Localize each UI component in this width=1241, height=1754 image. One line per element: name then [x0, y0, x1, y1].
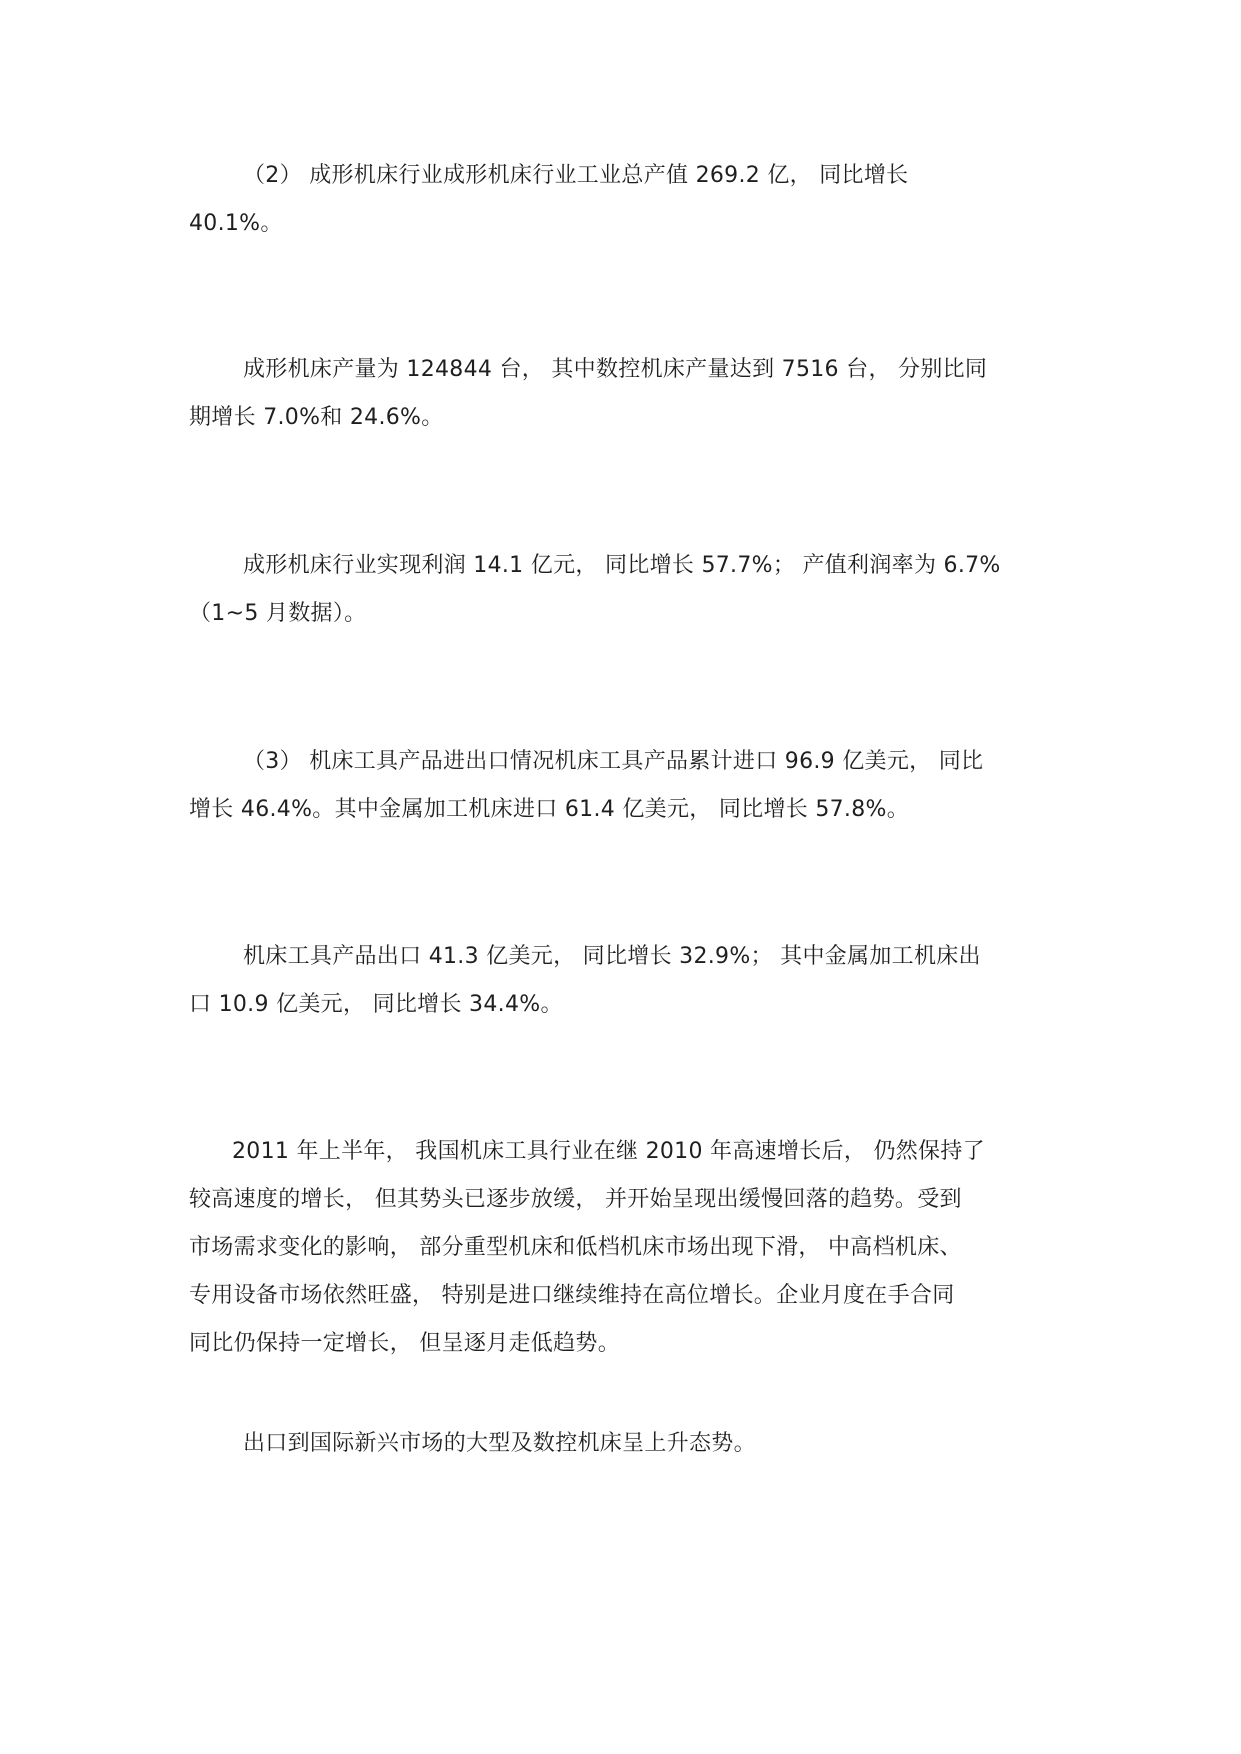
text-line: 专用设备市场依然旺盛， 特别是进口继续维持在高位增长。企业月度在手合同 — [189, 1283, 955, 1308]
paragraph-forming-production — [189, 346, 1074, 442]
text-line: （1~5 月数据）。 — [189, 601, 367, 626]
text-line: 同比仍保持一定增长， 但呈逐月走低趋势。 — [189, 1331, 620, 1356]
text-line: 口 10.9 亿美元， 同比增长 34.4%。 — [189, 992, 563, 1017]
text-line: 40.1%。 — [189, 211, 283, 236]
text-line: 机床工具产品出口 41.3 亿美元， 同比增长 32.9%； 其中金属加工机床出 — [243, 944, 981, 969]
paragraph-forming-profit — [189, 542, 1074, 638]
paragraph-import-export — [189, 738, 1074, 834]
text-line: 出口到国际新兴市场的大型及数控机床呈上升态势。 — [243, 1431, 756, 1456]
text-line: 成形机床产量为 124844 台， 其中数控机床产量达到 7516 台， 分别比同 — [243, 357, 988, 382]
text-line: 期增长 7.0%和 24.6%。 — [189, 405, 444, 430]
paragraph-2011-summary — [189, 1128, 1074, 1368]
text-line: 成形机床行业实现利润 14.1 亿元， 同比增长 57.7%； 产值利润率为 6.7% — [243, 553, 1001, 578]
text-line: 2011 年上半年， 我国机床工具行业在继 2010 年高速增长后， 仍然保持了 — [232, 1139, 985, 1164]
paragraph-forming-output — [189, 152, 1074, 248]
paragraph-export — [189, 933, 1074, 1029]
text-line: 较高速度的增长， 但其势头已逐步放缓， 并开始呈现出缓慢回落的趋势。受到 — [189, 1187, 962, 1212]
text-line: （3） 机床工具产品进出口情况机床工具产品累计进口 96.9 亿美元， 同比 — [243, 749, 984, 774]
text-line: （2） 成形机床行业成形机床行业工业总产值 269.2 亿， 同比增长 — [243, 163, 909, 188]
text-line: 市场需求变化的影响， 部分重型机床和低档机床市场出现下滑， 中高档机床、 — [189, 1235, 962, 1260]
text-line: 增长 46.4%。其中金属加工机床进口 61.4 亿美元， 同比增长 57.8%。 — [189, 797, 910, 822]
paragraph-emerging-markets — [189, 1420, 1074, 1468]
